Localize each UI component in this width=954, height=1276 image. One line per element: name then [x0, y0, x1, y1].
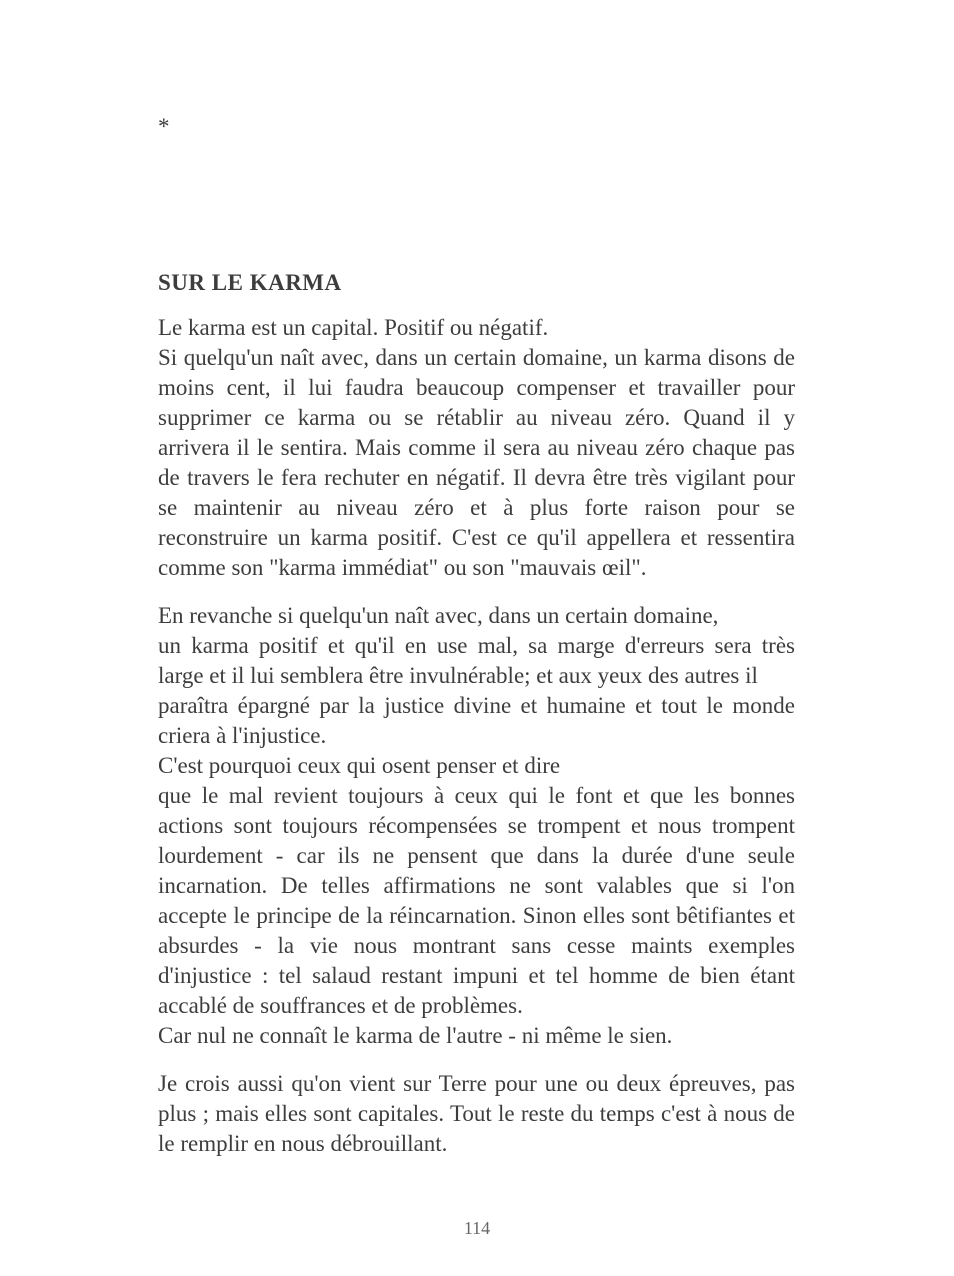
- text-line: Si quelqu'un naît avec, dans un certain domaine, un karma disons de: [158, 345, 795, 370]
- text-line: lourdement - car ils ne pensent que dans la durée d'une seule: [158, 843, 795, 868]
- text-line: Je crois aussi qu'on vient sur Terre pour une ou deux épreuves, pas: [158, 1071, 795, 1096]
- text-line: d'injustice : tel salaud restant impuni et tel homme de bien étant: [158, 963, 795, 988]
- text-line: Le karma est un capital. Positif ou négatif.: [158, 315, 549, 340]
- text-line: comme son "karma immédiat" ou son "mauvais œil".: [158, 555, 647, 580]
- text-line: accablé de souffrances et de problèmes.: [158, 993, 523, 1018]
- text-line: absurdes - la vie nous montrant sans cesse maints exemples: [158, 933, 795, 958]
- text-line: actions sont toujours récompensées se trompent et nous trompent: [158, 813, 795, 838]
- paragraph: [158, 601, 795, 1051]
- text-line: moins cent, il lui faudra beaucoup compenser et travailler pour: [158, 375, 795, 400]
- text-line: C'est pourquoi ceux qui osent penser et dire: [158, 753, 561, 778]
- text-line: arrivera il le sentira. Mais comme il sera au niveau zéro chaque pas: [158, 435, 795, 460]
- text-line: se maintenir au niveau zéro et à plus forte raison pour se: [158, 495, 795, 520]
- section-title: SUR LE KARMA: [158, 270, 342, 295]
- text-line: accepte le principe de la réincarnation. Sinon elles sont bêtifiantes et: [158, 903, 795, 928]
- text-line: En revanche si quelqu'un naît avec, dans un certain domaine,: [158, 603, 719, 628]
- text-line: un karma positif et qu'il en use mal, sa marge d'erreurs sera très: [158, 633, 795, 658]
- text-line: le remplir en nous débrouillant.: [158, 1131, 448, 1156]
- paragraph: [158, 1069, 795, 1159]
- text-line: de travers le fera rechuter en négatif. Il devra être très vigilant pour: [158, 465, 795, 490]
- text-line: incarnation. De telles affirmations ne sont valables que si l'on: [158, 873, 795, 898]
- text-line: supprimer ce karma ou se rétablir au niveau zéro. Quand il y: [158, 405, 795, 430]
- page-number: 114: [463, 1218, 491, 1238]
- section-separator-asterisk: *: [158, 114, 170, 139]
- text-line: reconstruire un karma positif. C'est ce qu'il appellera et ressentira: [158, 525, 795, 550]
- text-line: plus ; mais elles sont capitales. Tout le reste du temps c'est à nous de: [158, 1101, 795, 1126]
- text-line: large et il lui semblera être invulnérable; et aux yeux des autres il: [158, 663, 758, 688]
- document-body: [158, 313, 795, 1159]
- text-line: Car nul ne connaît le karma de l'autre - ni même le sien.: [158, 1023, 673, 1048]
- text-line: que le mal revient toujours à ceux qui le font et que les bonnes: [158, 783, 795, 808]
- paragraph: [158, 313, 795, 583]
- text-line: paraîtra épargné par la justice divine et humaine et tout le monde: [158, 693, 795, 718]
- text-line: criera à l'injustice.: [158, 723, 327, 748]
